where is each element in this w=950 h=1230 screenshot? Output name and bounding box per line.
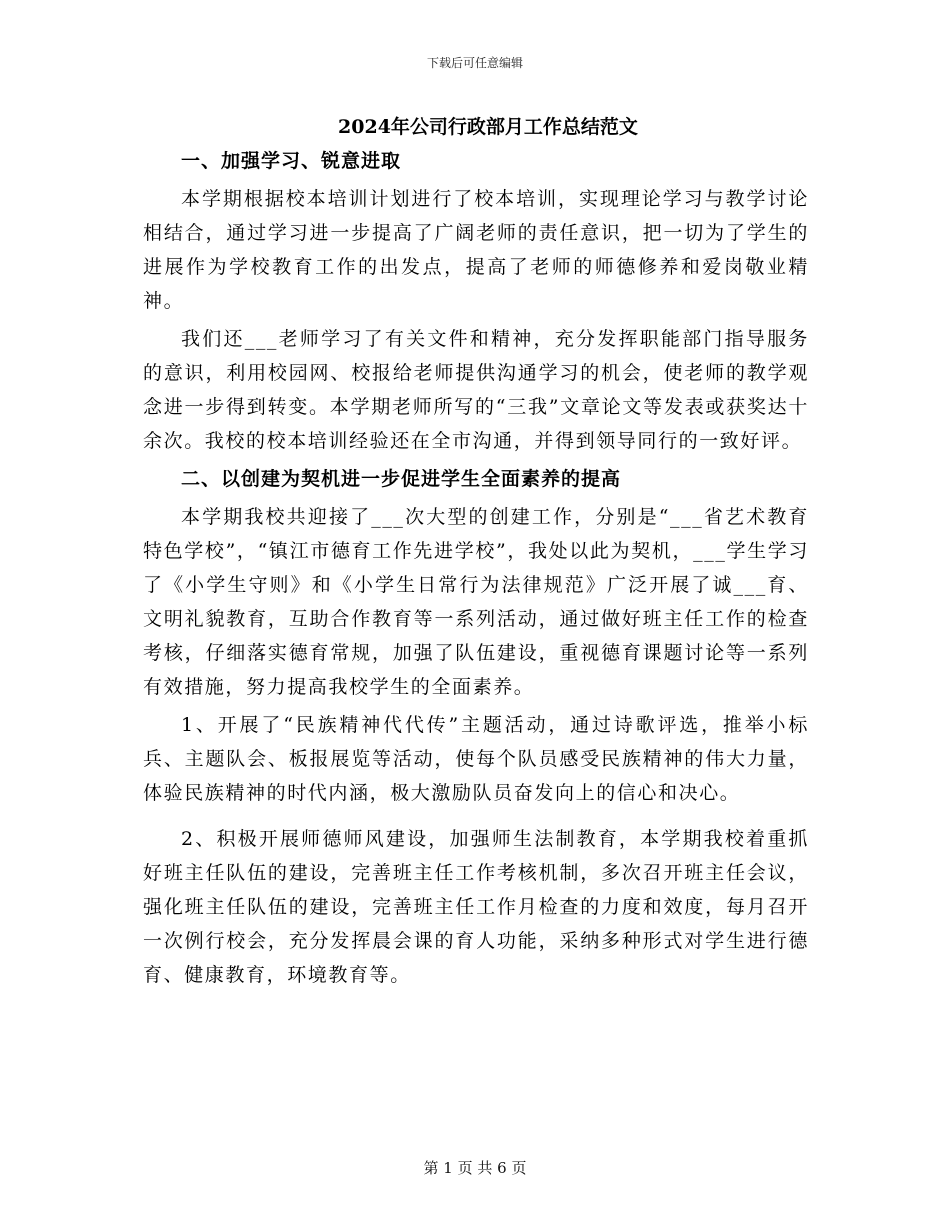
page-number: 第 1 页 共 6 页 xyxy=(423,1159,527,1177)
section-1-paragraph-2: 我们还___老师学习了有关文件和精神，充分发挥职能部门指导服务的意识，利用校园网、校报给老师提供沟通学习的机会，使老师的教学观念进一步得到转变。本学期老师所写的“三我”文章论文等发表或获奖达十余次。我校的校本培训经验还在全市沟通，并得到领导同行的一致好评。 xyxy=(143,328,809,452)
section-2-paragraph-3: 2、积极开展师德师风建设，加强师生法制教育，本学期我校着重抓好班主任队伍的建设，完善班主任工作考核机制，多次召开班主任会议，强化班主任队伍的建设，完善班主任工作月检查的力度和效度，每月召开一次例行校会，充分发挥晨会课的育人功能，采纳多种形式对学生进行德育、健康教育，环境教育等。 xyxy=(143,828,809,986)
section-1-heading: 一、加强学习、锐意进取 xyxy=(181,150,402,172)
document-body xyxy=(143,110,809,996)
section-2-heading: 二、以创建为契机进一步促进学生全面素养的提高 xyxy=(181,468,622,490)
section-1-paragraph-1: 本学期根据校本培训计划进行了校本培训，实现理论学习与教学讨论相结合，通过学习进一步提高了广阔老师的责任意识，把一切为了学生的进展作为学校教育工作的出发点，提高了老师的师德修养和爱岗敬业精神。 xyxy=(143,188,809,312)
page-header-note: 下载后可任意编辑 xyxy=(426,56,523,70)
section-2-paragraph-2: 1、开展了“民族精神代代传”主题活动，通过诗歌评选，推举小标兵、主题队会、板报展览等活动，使每个队员感受民族精神的伟大力量，体验民族精神的时代内涵，极大激励队员奋发向上的信心和决心。 xyxy=(143,714,809,804)
document-title: 2024年公司行政部月工作总结范文 xyxy=(338,116,638,138)
section-2-paragraph-1: 本学期我校共迎接了___次大型的创建工作，分别是“___省艺术教育特色学校”，“镇江市德育工作先进学校”，我处以此为契机，___学生学习了《小学生守则》和《小学生日常行为法律规范》广泛开展了诚___育、文明礼貌教育，互助合作教育等一系列活动，通过做好班主任工作的检查考核，仔细落实德育常规，加强了队伍建设，重视德育课题讨论等一系列有效措施，努力提高我校学生的全面素养。 xyxy=(143,506,809,698)
